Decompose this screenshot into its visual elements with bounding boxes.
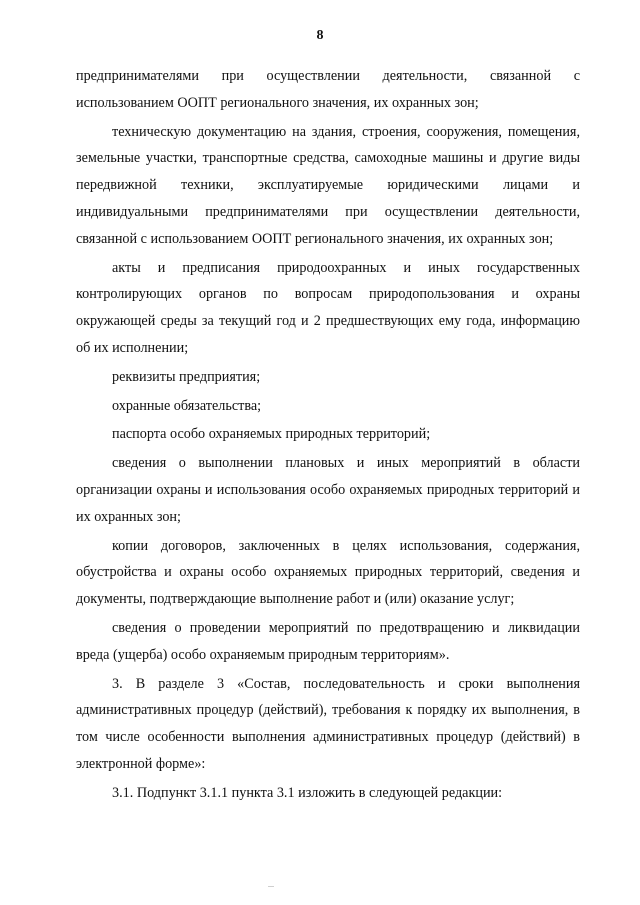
paragraph-protection-obligations: охранные обязательства;	[112, 397, 262, 414]
paragraph-territory-passports: паспорта особо охраняемых природных территорий;	[112, 426, 431, 443]
paragraph-company-details: реквизиты предприятия;	[112, 368, 261, 385]
paragraph-acts-and-orders: акты и предписания природоохранных и иных государственных контролирующих органов по вопросам природопользования и охраны окружающей среды за текущий год и 2 предшествующих ему года, информацию об их исполнении;	[76, 259, 580, 356]
paragraph-subclause-3-1: 3.1. Подпункт 3.1.1 пункта 3.1 изложить в следующей редакции:	[112, 784, 503, 801]
document-body	[76, 63, 580, 809]
page-number: 8	[316, 28, 324, 43]
paragraph-entrepreneurs-continuation: предпринимателями при осуществлении деятельности, связанной с использованием ООПТ регионального значения, их охранных зон;	[76, 68, 580, 111]
paragraph-section-3: 3. В разделе 3 «Состав, последовательность и сроки выполнения административных процедур (действий), требования к порядку их выполнения, в том числе особенности выполнения административных процедур (действий) в электронной форме»:	[76, 675, 580, 772]
scan-artifact	[268, 886, 274, 887]
paragraph-planned-measures: сведения о выполнении плановых и иных мероприятий в области организации охраны и использования особо охраняемых природных территорий и их охранных зон;	[76, 455, 580, 525]
paragraph-damage-prevention: сведения о проведении мероприятий по предотвращению и ликвидации вреда (ущерба) особо охраняемым природным территориям».	[76, 619, 580, 663]
paragraph-contract-copies: копии договоров, заключенных в целях использования, содержания, обустройства и охраны особо охраняемых природных территорий, сведения и документы, подтверждающие выполнение работ и (или) оказание услуг;	[76, 537, 580, 608]
paragraph-technical-documentation: техническую документацию на здания, строения, сооружения, помещения, земельные участки, транспортные средства, самоходные машины и другие виды передвижной техники, эксплуатируемые юридическими лицами и индивидуальными предпринимателями при осуществлении деятельности, связанной с использованием ООПТ регионального значения, их охранных зон;	[76, 123, 580, 247]
